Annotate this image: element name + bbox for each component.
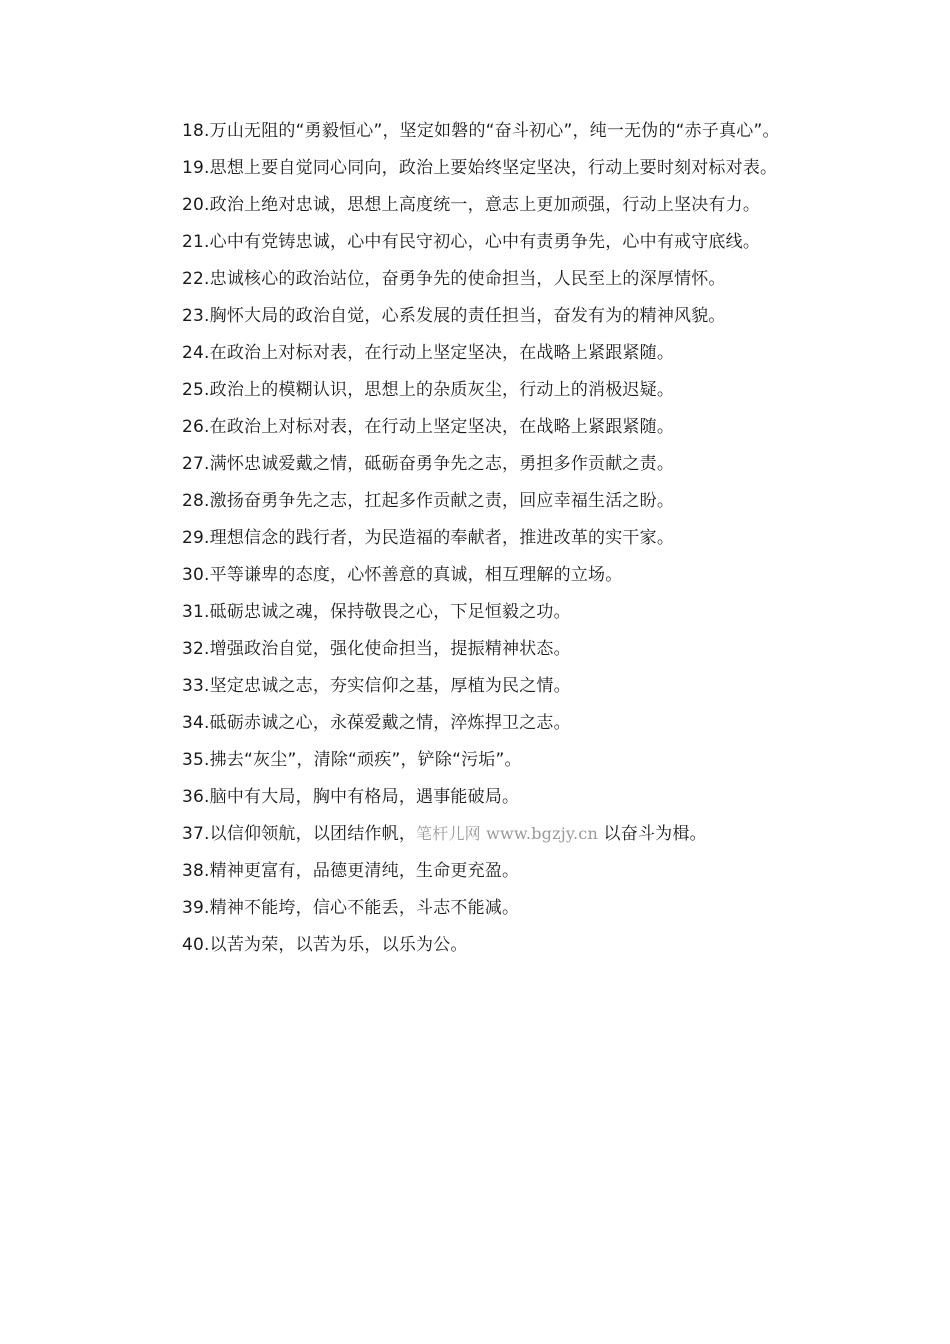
list-item: 26.在政治上对标对表，在行动上坚定坚决，在战略上紧跟紧随。 [182, 417, 675, 437]
list-item: 27.满怀忠诚爱戴之情，砥砺奋勇争先之志，勇担多作贡献之责。 [182, 454, 675, 474]
list-item: 28.激扬奋勇争先之志，扛起多作贡献之责，回应幸福生活之盼。 [182, 491, 675, 511]
list-item-text: 以奋斗为楫。 [597, 824, 707, 844]
list-item: 35.拂去“灰尘”，清除“顽疾”，铲除“污垢”。 [182, 750, 522, 770]
list-item: 33.坚定忠诚之志，夯实信仰之基，厚植为民之情。 [182, 676, 571, 696]
list-item-text: 37.以信仰领航，以团结作帆， [182, 824, 417, 844]
list-item: 24.在政治上对标对表，在行动上坚定坚决，在战略上紧跟紧随。 [182, 343, 675, 363]
list-item: 30.平等谦卑的态度，心怀善意的真诚，相互理解的立场。 [182, 565, 623, 585]
list-item: 18.万山无阻的“勇毅恒心”，坚定如磐的“奋斗初心”，纯一无伪的“赤子真心”。 [182, 121, 780, 141]
list-item: 22.忠诚核心的政治站位，奋勇争先的使命担当，人民至上的深厚情怀。 [182, 269, 726, 289]
list-item: 38.精神更富有，品德更清纯，生命更充盈。 [182, 861, 520, 881]
list-item: 20.政治上绝对忠诚，思想上高度统一，意志上更加顽强，行动上坚决有力。 [182, 195, 761, 215]
list-item: 40.以苦为荣，以苦为乐，以乐为公。 [182, 935, 468, 955]
list-item: 23.胸怀大局的政治自觉，心系发展的责任担当，奋发有为的精神风貌。 [182, 306, 726, 326]
list-item: 36.脑中有大局，胸中有格局，遇事能破局。 [182, 787, 520, 807]
list-item: 39.精神不能垮，信心不能丢，斗志不能减。 [182, 898, 520, 918]
list-item: 29.理想信念的践行者，为民造福的奉献者，推进改革的实干家。 [182, 528, 675, 548]
watermark-text: 笔杆儿网 www.bgzjy.cn [416, 824, 598, 843]
list-item: 19.思想上要自觉同心同向，政治上要始终坚定坚决，行动上要时刻对标对表。 [182, 158, 778, 178]
list-item: 25.政治上的模糊认识，思想上的杂质灰尘，行动上的消极迟疑。 [182, 380, 675, 400]
document-body [143, 118, 823, 958]
list-item: 31.砥砺忠诚之魂，保持敬畏之心，下足恒毅之功。 [182, 602, 571, 622]
list-item: 21.心中有党铸忠诚，心中有民守初心，心中有责勇争先，心中有戒守底线。 [182, 232, 761, 252]
list-item: 32.增强政治自觉，强化使命担当，提振精神状态。 [182, 639, 571, 659]
list-item-with-watermark [143, 821, 823, 847]
list-item: 34.砥砺赤诚之心，永葆爱戴之情，淬炼捍卫之志。 [182, 713, 571, 733]
